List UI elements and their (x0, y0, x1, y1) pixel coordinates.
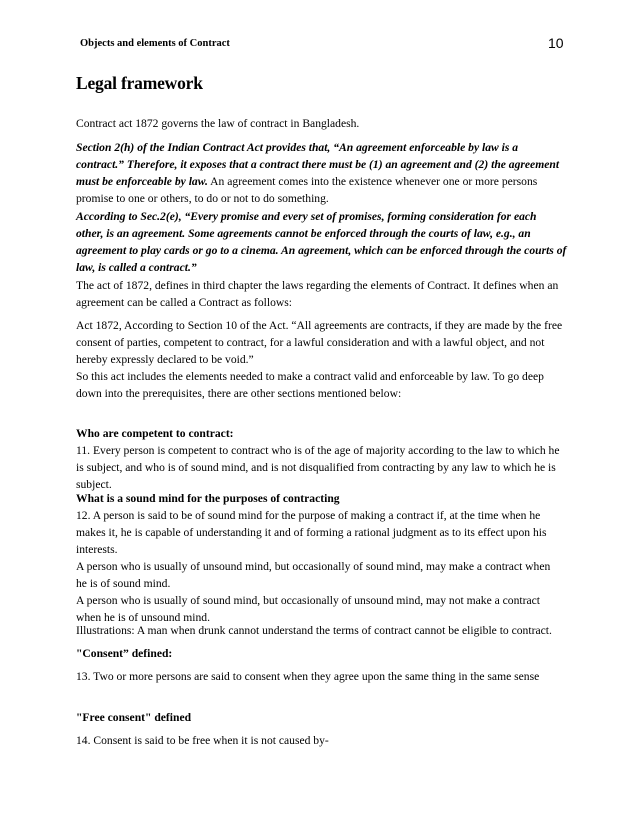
paragraph-section-2h (76, 139, 560, 207)
text-line: down into the prerequisites, there are other sections mentioned below: (76, 387, 402, 400)
paragraph-elements (76, 368, 546, 402)
text-line: contract.” Therefore, it exposes that a contract there must be (1) an agreement and (2) the agreement (76, 158, 560, 171)
section-free-consent-defined (76, 709, 546, 749)
paragraph-contract-act (76, 115, 546, 132)
paragraph-section-2e (76, 208, 567, 276)
text-line: agreement can be called a Contract as follows: (76, 296, 293, 309)
text-line: when he is of unsound mind. (76, 611, 210, 624)
text-line: is subject, and who is of sound mind, and is not disqualified from contracting by any law to which he is (76, 461, 556, 474)
subheading: "Consent” defined: (76, 647, 173, 660)
text-line: he is of sound mind. (76, 577, 171, 590)
text-line: Illustrations: A man when drunk cannot understand the terms of contract cannot be eligible to contract. (76, 624, 552, 637)
section-heading: Legal framework (76, 73, 203, 93)
paragraph-section-10 (76, 317, 563, 368)
text-line: subject. (76, 478, 112, 491)
text-run: An agreement comes into the existence whenever one or more persons (207, 175, 538, 188)
subheading: "Free consent" defined (76, 711, 192, 724)
section-sound-mind (76, 490, 551, 626)
text-line: consent of parties, competent to contract, for a lawful consideration and with a lawful object, and not (76, 336, 545, 349)
paragraph-illustration (76, 622, 552, 639)
section-consent-defined (76, 645, 546, 685)
text-line: law, is called a contract.” (76, 261, 197, 274)
text-line: makes it, he is capable of understanding it and of forming a rational judgment as to its effect upon his (76, 526, 547, 539)
text-line: According to Sec.2(e), “Every promise and every set of promises, forming consideration for each (76, 210, 537, 223)
subheading: What is a sound mind for the purposes of contracting (76, 492, 340, 505)
text-line: A person who is usually of unsound mind, but occasionally of sound mind, may make a contract when (76, 560, 551, 573)
text-line: 14. Consent is said to be free when it is not caused by- (76, 734, 329, 747)
text-line: Section 2(h) of the Indian Contract Act provides that, “An agreement enforceable by law is a (76, 141, 519, 154)
paragraph-act-1872 (76, 277, 559, 311)
text-line: Contract act 1872 governs the law of contract in Bangladesh. (76, 117, 360, 130)
text-line (76, 173, 546, 190)
text-line: A person who is usually of sound mind, but occasionally of unsound mind, may not make a contract (76, 594, 540, 607)
text-line: The act of 1872, defines in third chapter the laws regarding the elements of Contract. It defines when an (76, 279, 559, 292)
text-line: 11. Every person is competent to contract who is of the age of majority according to the law to which he (76, 444, 560, 457)
text-line: interests. (76, 543, 118, 556)
text-line: hereby expressly declared to be void.” (76, 353, 254, 366)
emphasis-text: must be enforceable by law. (76, 175, 208, 188)
text-line: Act 1872, According to Section 10 of the Act. “All agreements are contracts, if they are made by the free (76, 319, 563, 332)
subheading: Who are competent to contract: (76, 427, 234, 440)
section-competent-to-contract (76, 425, 560, 493)
text-line: promise to one or others, to do or not to do something. (76, 192, 329, 205)
text-line: 13. Two or more persons are said to consent when they agree upon the same thing in the same sense (76, 670, 540, 683)
page-number: 10 (548, 35, 564, 51)
text-line: So this act includes the elements needed to make a contract valid and enforceable by law. To go deep (76, 370, 544, 383)
text-line: 12. A person is said to be of sound mind for the purpose of making a contract if, at the time when he (76, 509, 541, 522)
running-header-title: Objects and elements of Contract (80, 38, 230, 49)
text-line: other, is an agreement. Some agreements cannot be enforced through the courts of law, e.g., an (76, 227, 531, 240)
text-line: agreement to play cards or go to a cinema. An agreement, which can be enforced through the courts of (76, 244, 567, 257)
